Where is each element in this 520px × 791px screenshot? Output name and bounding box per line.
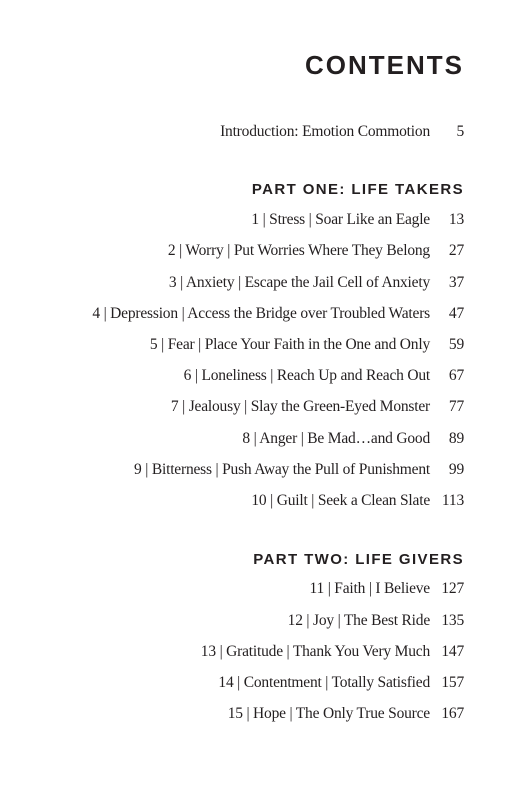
toc-entry-label: 2 | Worry | Put Worries Where They Belong [167,242,430,259]
toc-entry [228,705,464,723]
toc-entry [218,674,464,692]
toc-entry-label: Introduction: Emotion Commotion [220,123,430,140]
toc-entry [184,367,464,385]
toc-entry-page: 135 [441,612,464,629]
toc-entry [92,305,464,323]
toc-entry-page: 113 [441,492,464,509]
toc-entry-page: 99 [448,461,464,478]
toc-entry-label: 10 | Guilt | Seek a Clean Slate [251,492,430,509]
toc-entry-label: 1 | Stress | Soar Like an Eagle [251,211,430,228]
toc-entry-label: 11 | Faith | I Believe [309,580,430,597]
toc-entry [288,612,464,630]
toc-entry-label: 15 | Hope | The Only True Source [227,705,430,722]
toc-entry [169,274,464,292]
toc-entry-page: 5 [456,123,464,140]
toc-entry-label: 8 | Anger | Be Mad…and Good [242,430,430,447]
toc-entry-label: 7 | Jealousy | Slay the Green-Eyed Monster [170,398,430,415]
toc-entry [171,398,464,416]
toc-entry [251,492,464,510]
page-title: CONTENTS [305,50,464,80]
toc-entry-page: 13 [448,211,464,228]
toc-entry [310,580,464,598]
toc-entry-page: 37 [448,274,464,291]
toc-entry [201,643,464,661]
toc-entry-page: 167 [441,705,464,722]
toc-entry-label: 4 | Depression | Access the Bridge over Troubled Waters [92,305,430,322]
toc-entry-page: 157 [441,674,464,691]
toc-entry-page: 147 [441,643,464,660]
toc-entry-label: 6 | Loneliness | Reach Up and Reach Out [183,367,430,384]
toc-entry-label: 9 | Bitterness | Push Away the Pull of Punishment [134,461,430,478]
toc-entry-page: 27 [448,242,464,259]
part-one-heading: PART ONE: LIFE TAKERS [251,181,464,198]
toc-entry-label: 3 | Anxiety | Escape the Jail Cell of Anxiety [168,274,430,291]
toc-entry-label: 14 | Contentment | Totally Satisfied [218,674,430,691]
toc-entry-page: 47 [448,305,464,322]
toc-entry-label: 12 | Joy | The Best Ride [287,612,430,629]
toc-entry [242,430,464,448]
toc-entry [134,461,464,479]
toc-entry [251,211,464,229]
toc-entry-page: 67 [448,367,464,384]
toc-entry-page: 59 [448,336,464,353]
toc-entry-label: 5 | Fear | Place Your Faith in the One and Only [149,336,430,353]
toc-entry-page: 89 [448,430,464,447]
toc-entry-label: 13 | Gratitude | Thank You Very Much [200,643,430,660]
part-two-heading: PART TWO: LIFE GIVERS [253,551,464,568]
toc-entry [168,242,464,260]
toc-entry-introduction [220,123,464,141]
toc-entry-page: 127 [441,580,464,597]
toc-entry-page: 77 [448,398,464,415]
toc-entry [150,336,464,354]
